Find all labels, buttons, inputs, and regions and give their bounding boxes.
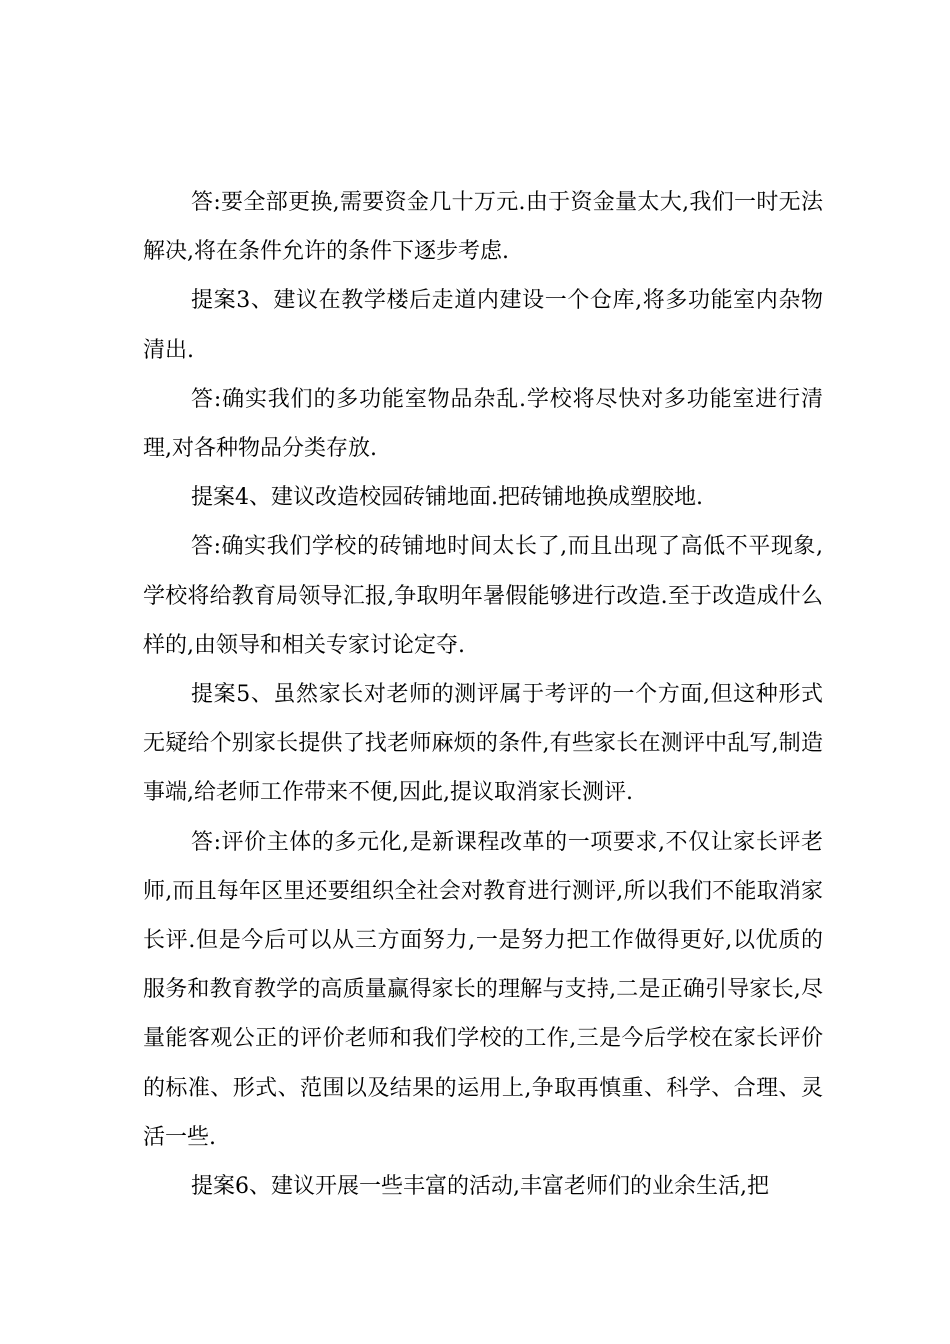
proposal-3-paragraph: 提案3、建议在教学楼后走道内建设一个仓库,将多功能室内杂物清出. <box>143 288 823 363</box>
proposal-4-paragraph: 提案4、建议改造校园砖铺地面.把砖铺地换成塑胶地. <box>191 485 703 511</box>
proposal-6-paragraph: 提案6、建议开展一些丰富的活动,丰富老师们的业余生活,把 <box>191 1174 769 1200</box>
answer-paragraph-3: 答:确实我们的多功能室物品杂乱.学校将尽快对多功能室进行清理,对各种物品分类存放. <box>143 386 823 462</box>
document-body <box>143 178 823 1211</box>
answer-paragraph-4: 答:确实我们学校的砖铺地时间太长了,而且出现了高低不平现象,学校将给教育局领导汇报,争取明年暑假能够进行改造.至于改造成什么样的,由领导和相关专家讨论定夺. <box>143 534 823 658</box>
proposal-5-paragraph: 提案5、虽然家长对老师的测评属于考评的一个方面,但这种形式无疑给个别家长提供了找老师麻烦的条件,有些家长在测评中乱写,制造事端,给老师工作带来不便,因此,提议取消家长测评. <box>143 682 823 806</box>
answer-paragraph-1: 答:要全部更换,需要资金几十万元.由于资金量太大,我们一时无法解决,将在条件允许的条件下逐步考虑. <box>143 190 823 265</box>
answer-paragraph-5: 答:评价主体的多元化,是新课程改革的一项要求,不仅让家长评老师,而且每年区里还要组织全社会对教育进行测评,所以我们不能取消家长评.但是今后可以从三方面努力,一是努力把工作做得更好,以优质的服务和教育教学的高质量赢得家长的理解与支持,二是正确引导家长,尽量能客观公正的评价老师和我们学校的工作,三是今后学校在家长评价的标准、形式、范围以及结果的运用上,争取再慎重、科学、合理、灵活一些. <box>143 829 823 1150</box>
